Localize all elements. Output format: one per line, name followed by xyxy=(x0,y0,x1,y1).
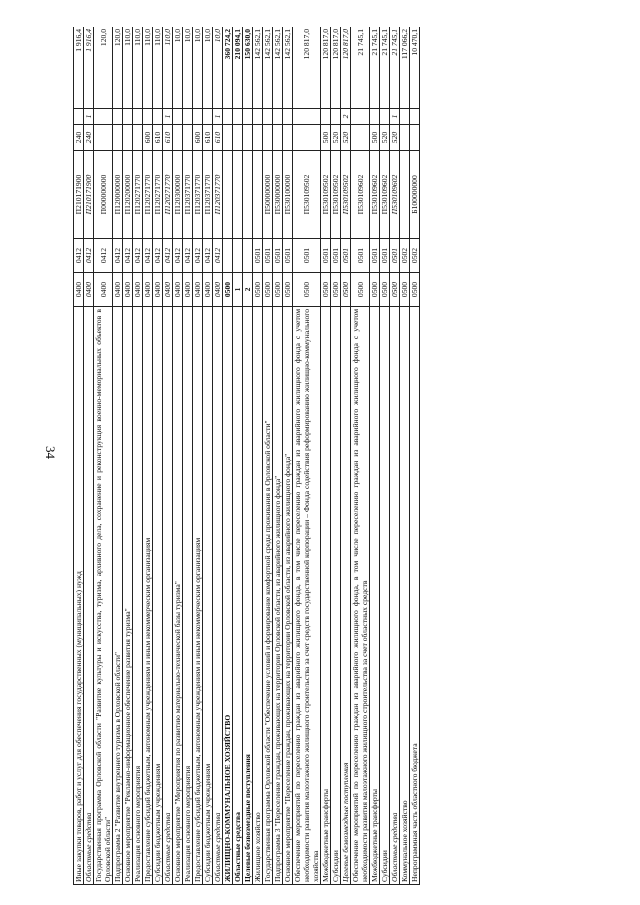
subsection-code-cell: 0412 xyxy=(183,239,193,273)
table-row xyxy=(410,27,420,885)
row-name-cell: Межбюджетные трансферты xyxy=(321,307,331,885)
source-code-cell: 1 xyxy=(84,109,94,125)
target-article-cell xyxy=(223,151,233,239)
table-row xyxy=(253,27,263,885)
target-article-cell: П530109602 xyxy=(351,151,370,239)
table-row xyxy=(113,27,123,885)
source-code-cell xyxy=(203,109,213,125)
target-article-cell: П120271770 xyxy=(153,151,163,239)
row-name-cell: Подпрограмма 3 "Переселение граждан, проживающих на территории Орловской области, из аварийного жилищного фонда" xyxy=(273,307,283,885)
subsection-code-cell: 0412 xyxy=(113,239,123,273)
subsection-code-cell: 0501 xyxy=(263,239,273,273)
target-article-cell: П530109502 xyxy=(321,151,331,239)
subsection-code-cell: 0412 xyxy=(193,239,203,273)
section-code-cell: 0500 xyxy=(263,273,273,307)
table-row xyxy=(203,27,213,885)
table-row xyxy=(74,27,84,885)
subsection-code-cell: 0412 xyxy=(84,239,94,273)
target-article-cell: П120271770 xyxy=(133,151,143,239)
expense-type-cell xyxy=(253,125,263,151)
amount-cell: 21 745,1 xyxy=(351,27,370,109)
row-name-cell: Подпрограмма 2 "Развитие внутреннего туризма в Орловской области" xyxy=(113,307,123,885)
amount-cell: 142 562,1 xyxy=(253,27,263,109)
source-code-cell xyxy=(153,109,163,125)
amount-cell: 117 066,2 xyxy=(400,27,410,109)
section-code-cell: 0400 xyxy=(143,273,153,307)
table-row xyxy=(273,27,283,885)
source-code-cell xyxy=(293,109,321,125)
section-code-cell: 0500 xyxy=(341,273,351,307)
target-article-cell: П530100000 xyxy=(283,151,293,239)
row-name-cell: Предоставление субсидий бюджетным, автономным учреждениям и иным некоммерческим организациям xyxy=(143,307,153,885)
table-row xyxy=(153,27,163,885)
target-article-cell: П530109602 xyxy=(380,151,390,239)
amount-cell: 210 094,1 xyxy=(233,27,243,109)
section-code-cell: 0500 xyxy=(223,273,233,307)
amount-cell: 10,0 xyxy=(173,27,183,109)
target-article-cell xyxy=(253,151,263,239)
expense-type-cell: 520 xyxy=(380,125,390,151)
section-code-cell: 1 xyxy=(233,273,243,307)
table-row xyxy=(123,27,133,885)
table-row xyxy=(293,27,321,885)
target-article-cell: П120300000 xyxy=(173,151,183,239)
source-code-cell xyxy=(143,109,153,125)
source-code-cell: 1 xyxy=(213,109,223,125)
source-code-cell xyxy=(173,109,183,125)
row-name-cell: Субсидии xyxy=(380,307,390,885)
target-article-cell: П120371770 xyxy=(183,151,193,239)
table-row xyxy=(351,27,370,885)
subsection-code-cell: 0502 xyxy=(400,239,410,273)
source-code-cell: 2 xyxy=(341,109,351,125)
subsection-code-cell: 0501 xyxy=(390,239,400,273)
amount-cell: 1 916,4 xyxy=(84,27,94,109)
source-code-cell xyxy=(94,109,113,125)
subsection-code-cell xyxy=(243,239,253,273)
row-name-cell: Коммунальное хозяйство xyxy=(400,307,410,885)
target-article-cell: П530109602 xyxy=(370,151,380,239)
subsection-code-cell: 0412 xyxy=(213,239,223,273)
amount-cell: 142 562,1 xyxy=(263,27,273,109)
source-code-cell xyxy=(380,109,390,125)
section-code-cell: 0400 xyxy=(94,273,113,307)
amount-cell: 10 470,1 xyxy=(410,27,420,109)
row-name-cell: Предоставление субсидий бюджетным, автономным учреждениям и иным некоммерческим организациям xyxy=(193,307,203,885)
section-code-cell: 2 xyxy=(243,273,253,307)
expense-type-cell: 500 xyxy=(321,125,331,151)
subsection-code-cell: 0501 xyxy=(321,239,331,273)
expense-type-cell: 240 xyxy=(84,125,94,151)
expense-type-cell xyxy=(223,125,233,151)
expense-type-cell xyxy=(243,125,253,151)
subsection-code-cell: 0501 xyxy=(283,239,293,273)
section-code-cell: 0400 xyxy=(153,273,163,307)
target-article-cell: П000000000 xyxy=(94,151,113,239)
row-name-cell: Основное мероприятие "Мероприятия по развитию материально-технической базы туризма" xyxy=(173,307,183,885)
expense-type-cell xyxy=(183,125,193,151)
expense-type-cell xyxy=(273,125,283,151)
subsection-code-cell: 0412 xyxy=(133,239,143,273)
target-article-cell: П500000000 xyxy=(263,151,273,239)
section-code-cell: 0500 xyxy=(390,273,400,307)
row-name-cell: Жилищное хозяйство xyxy=(253,307,263,885)
amount-cell: 10,0 xyxy=(213,27,223,109)
section-code-cell: 0400 xyxy=(133,273,143,307)
source-code-cell xyxy=(183,109,193,125)
amount-cell: 120,0 xyxy=(113,27,123,109)
target-article-cell: П120271770 xyxy=(163,151,173,239)
section-code-cell: 0500 xyxy=(293,273,321,307)
section-code-cell: 0500 xyxy=(351,273,370,307)
row-name-cell: Реализация основного мероприятия xyxy=(183,307,193,885)
expense-type-cell xyxy=(293,125,321,151)
target-article-cell: П120371770 xyxy=(213,151,223,239)
expense-type-cell xyxy=(400,125,410,151)
source-code-cell xyxy=(283,109,293,125)
amount-cell: 21 745,1 xyxy=(390,27,400,109)
target-article-cell: П120371770 xyxy=(203,151,213,239)
expense-type-cell: 610 xyxy=(213,125,223,151)
row-name-cell: Целевые безвозмездные поступления xyxy=(243,307,253,885)
amount-cell: 120 817,0 xyxy=(321,27,331,109)
target-article-cell: Б100000000 xyxy=(410,151,420,239)
subsection-code-cell: 0501 xyxy=(380,239,390,273)
table-row xyxy=(213,27,223,885)
section-code-cell: 0400 xyxy=(74,273,84,307)
amount-cell: 120 817,0 xyxy=(341,27,351,109)
source-code-cell xyxy=(273,109,283,125)
amount-cell: 21 745,1 xyxy=(380,27,390,109)
row-name-cell: Иные закупки товаров, работ и услуг для обеспечения государственных (муниципальных) нужд xyxy=(74,307,84,885)
expense-type-cell xyxy=(410,125,420,151)
target-article-cell: П120371770 xyxy=(193,151,203,239)
budget-table xyxy=(73,27,420,885)
section-code-cell: 0500 xyxy=(400,273,410,307)
row-name-cell: Областные средства xyxy=(163,307,173,885)
target-article-cell: П210171900 xyxy=(84,151,94,239)
row-name-cell: Обеспечение мероприятий по переселению граждан из аварийного жилищного фонда, в том числе переселению граждан из аварийного жилищного фонда с учетом необходимости развития малоэтажного жилищного строительства за счет областных средств xyxy=(351,307,370,885)
row-name-cell: Целевые безвозмездные поступления xyxy=(341,307,351,885)
section-code-cell: 0400 xyxy=(84,273,94,307)
subsection-code-cell xyxy=(223,239,233,273)
source-code-cell xyxy=(193,109,203,125)
target-article-cell xyxy=(233,151,243,239)
amount-cell: 110,0 xyxy=(143,27,153,109)
row-name-cell: Основное мероприятие "Переселение граждан, проживающих на территории Орловской области, из аварийного жилищного фонда" xyxy=(283,307,293,885)
table-row xyxy=(390,27,400,885)
source-code-cell xyxy=(243,109,253,125)
expense-type-cell xyxy=(113,125,123,151)
source-code-cell xyxy=(233,109,243,125)
target-article-cell: П120271770 xyxy=(143,151,153,239)
target-article-cell: П120200000 xyxy=(123,151,133,239)
subsection-code-cell: 0412 xyxy=(143,239,153,273)
subsection-code-cell: 0502 xyxy=(410,239,420,273)
source-code-cell xyxy=(331,109,341,125)
section-code-cell: 0500 xyxy=(253,273,263,307)
row-name-cell: Областные средства xyxy=(213,307,223,885)
subsection-code-cell: 0412 xyxy=(74,239,84,273)
row-name-cell: Областные средства xyxy=(390,307,400,885)
amount-cell: 142 562,1 xyxy=(273,27,283,109)
table-row xyxy=(173,27,183,885)
amount-cell: 142 562,1 xyxy=(283,27,293,109)
subsection-code-cell: 0501 xyxy=(273,239,283,273)
section-code-cell: 0400 xyxy=(113,273,123,307)
subsection-code-cell: 0501 xyxy=(351,239,370,273)
row-name-cell: Основное мероприятие "Рекламно-информационное обеспечение развития туризма" xyxy=(123,307,133,885)
table-row xyxy=(183,27,193,885)
amount-cell: 360 724,2 xyxy=(223,27,233,109)
table-row xyxy=(263,27,273,885)
row-name-cell: Государственная программа Орловской области "Обеспечение условий и формирование комфортной среды проживания в Орловской области" xyxy=(263,307,273,885)
expense-type-cell: 610 xyxy=(153,125,163,151)
amount-cell: 120 817,0 xyxy=(331,27,341,109)
expense-type-cell: 520 xyxy=(341,125,351,151)
target-article-cell: П530109502 xyxy=(331,151,341,239)
target-article-cell: П530109502 xyxy=(293,151,321,239)
subsection-code-cell: 0412 xyxy=(163,239,173,273)
expense-type-cell xyxy=(123,125,133,151)
amount-cell: 110,0 xyxy=(153,27,163,109)
row-name-cell: Обеспечение мероприятий по переселению граждан из аварийного жилищного фонда, в том числе переселению граждан из аварийного жилищного фонда с учетом необходимости развития малоэтажного жилищного строительства за счет средств государственной корпорации – Фонда содействия реформированию жилищно-коммунального хозяйства xyxy=(293,307,321,885)
source-code-cell xyxy=(113,109,123,125)
source-code-cell xyxy=(123,109,133,125)
section-code-cell: 0500 xyxy=(283,273,293,307)
row-name-cell: Реализация основного мероприятия xyxy=(133,307,143,885)
source-code-cell xyxy=(400,109,410,125)
target-article-cell: П530109602 xyxy=(390,151,400,239)
expense-type-cell xyxy=(233,125,243,151)
amount-cell: 1 916,4 xyxy=(74,27,84,109)
table-row xyxy=(233,27,243,885)
source-code-cell xyxy=(253,109,263,125)
table-row xyxy=(163,27,173,885)
amount-cell: 10,0 xyxy=(183,27,193,109)
amount-cell: 150 630,0 xyxy=(243,27,253,109)
section-code-cell: 0500 xyxy=(380,273,390,307)
source-code-cell xyxy=(133,109,143,125)
amount-cell: 10,0 xyxy=(193,27,203,109)
table-row xyxy=(321,27,331,885)
table-row xyxy=(341,27,351,885)
expense-type-cell: 610 xyxy=(163,125,173,151)
subsection-code-cell: 0412 xyxy=(203,239,213,273)
table-row xyxy=(380,27,390,885)
table-row xyxy=(370,27,380,885)
table-row xyxy=(331,27,341,885)
table-row xyxy=(143,27,153,885)
target-article-cell xyxy=(400,151,410,239)
table-row xyxy=(84,27,94,885)
table-row xyxy=(283,27,293,885)
page-number: 34 xyxy=(43,446,58,459)
expense-type-cell: 610 xyxy=(203,125,213,151)
section-code-cell: 0400 xyxy=(213,273,223,307)
source-code-cell xyxy=(410,109,420,125)
section-code-cell: 0400 xyxy=(173,273,183,307)
row-name-cell: ЖИЛИЩНО-КОММУНАЛЬНОЕ ХОЗЯЙСТВО xyxy=(223,307,233,885)
expense-type-cell: 600 xyxy=(193,125,203,151)
expense-type-cell: 520 xyxy=(331,125,341,151)
target-article-cell: П210171900 xyxy=(74,151,84,239)
row-name-cell: Субсидии бюджетным учреждениям xyxy=(153,307,163,885)
source-code-cell xyxy=(263,109,273,125)
section-code-cell: 0400 xyxy=(203,273,213,307)
expense-type-cell xyxy=(173,125,183,151)
row-name-cell: Субсидии бюджетным учреждениям xyxy=(203,307,213,885)
subsection-code-cell: 0501 xyxy=(293,239,321,273)
row-name-cell: Непрограммная часть областного бюджета xyxy=(410,307,420,885)
source-code-cell xyxy=(321,109,331,125)
section-code-cell: 0400 xyxy=(163,273,173,307)
row-name-cell: Государственная программа Орловской области "Развитие культуры и искусства, туризма, архивного дела, сохранение и реконструкция военно-мемориальных объектов в Орловской области" xyxy=(94,307,113,885)
section-code-cell: 0500 xyxy=(321,273,331,307)
subsection-code-cell: 0412 xyxy=(94,239,113,273)
table-row xyxy=(193,27,203,885)
expense-type-cell xyxy=(351,125,370,151)
expense-type-cell xyxy=(94,125,113,151)
subsection-code-cell: 0501 xyxy=(331,239,341,273)
source-code-cell xyxy=(370,109,380,125)
subsection-code-cell: 0501 xyxy=(253,239,263,273)
expense-type-cell xyxy=(133,125,143,151)
expense-type-cell: 240 xyxy=(74,125,84,151)
source-code-cell xyxy=(351,109,370,125)
expense-type-cell: 600 xyxy=(143,125,153,151)
amount-cell: 110,0 xyxy=(133,27,143,109)
row-name-cell: Межбюджетные трансферты xyxy=(370,307,380,885)
source-code-cell xyxy=(74,109,84,125)
section-code-cell: 0400 xyxy=(193,273,203,307)
target-article-cell xyxy=(243,151,253,239)
section-code-cell: 0500 xyxy=(273,273,283,307)
table-row xyxy=(400,27,410,885)
subsection-code-cell: 0501 xyxy=(341,239,351,273)
target-article-cell: П530109502 xyxy=(341,151,351,239)
expense-type-cell: 500 xyxy=(370,125,380,151)
target-article-cell: П530000000 xyxy=(273,151,283,239)
table-row xyxy=(243,27,253,885)
row-name-cell: Областные средства xyxy=(84,307,94,885)
section-code-cell: 0500 xyxy=(410,273,420,307)
subsection-code-cell: 0412 xyxy=(123,239,133,273)
budget-table-container xyxy=(73,27,578,885)
source-code-cell: 1 xyxy=(163,109,173,125)
target-article-cell: П120000000 xyxy=(113,151,123,239)
table-row xyxy=(223,27,233,885)
section-code-cell: 0500 xyxy=(331,273,341,307)
section-code-cell: 0400 xyxy=(123,273,133,307)
table-row xyxy=(94,27,113,885)
section-code-cell: 0400 xyxy=(183,273,193,307)
subsection-code-cell: 0501 xyxy=(370,239,380,273)
amount-cell: 10,0 xyxy=(203,27,213,109)
row-name-cell: Областные средства xyxy=(233,307,243,885)
expense-type-cell: 520 xyxy=(390,125,400,151)
amount-cell: 120 817,0 xyxy=(293,27,321,109)
subsection-code-cell xyxy=(233,239,243,273)
table-row xyxy=(133,27,143,885)
amount-cell: 110,0 xyxy=(163,27,173,109)
source-code-cell xyxy=(223,109,233,125)
section-code-cell: 0500 xyxy=(370,273,380,307)
subsection-code-cell: 0412 xyxy=(153,239,163,273)
subsection-code-cell: 0412 xyxy=(173,239,183,273)
amount-cell: 110,0 xyxy=(123,27,133,109)
amount-cell: 21 745,1 xyxy=(370,27,380,109)
source-code-cell: 1 xyxy=(390,109,400,125)
row-name-cell: Субсидии xyxy=(331,307,341,885)
amount-cell: 120,0 xyxy=(94,27,113,109)
expense-type-cell xyxy=(283,125,293,151)
expense-type-cell xyxy=(263,125,273,151)
